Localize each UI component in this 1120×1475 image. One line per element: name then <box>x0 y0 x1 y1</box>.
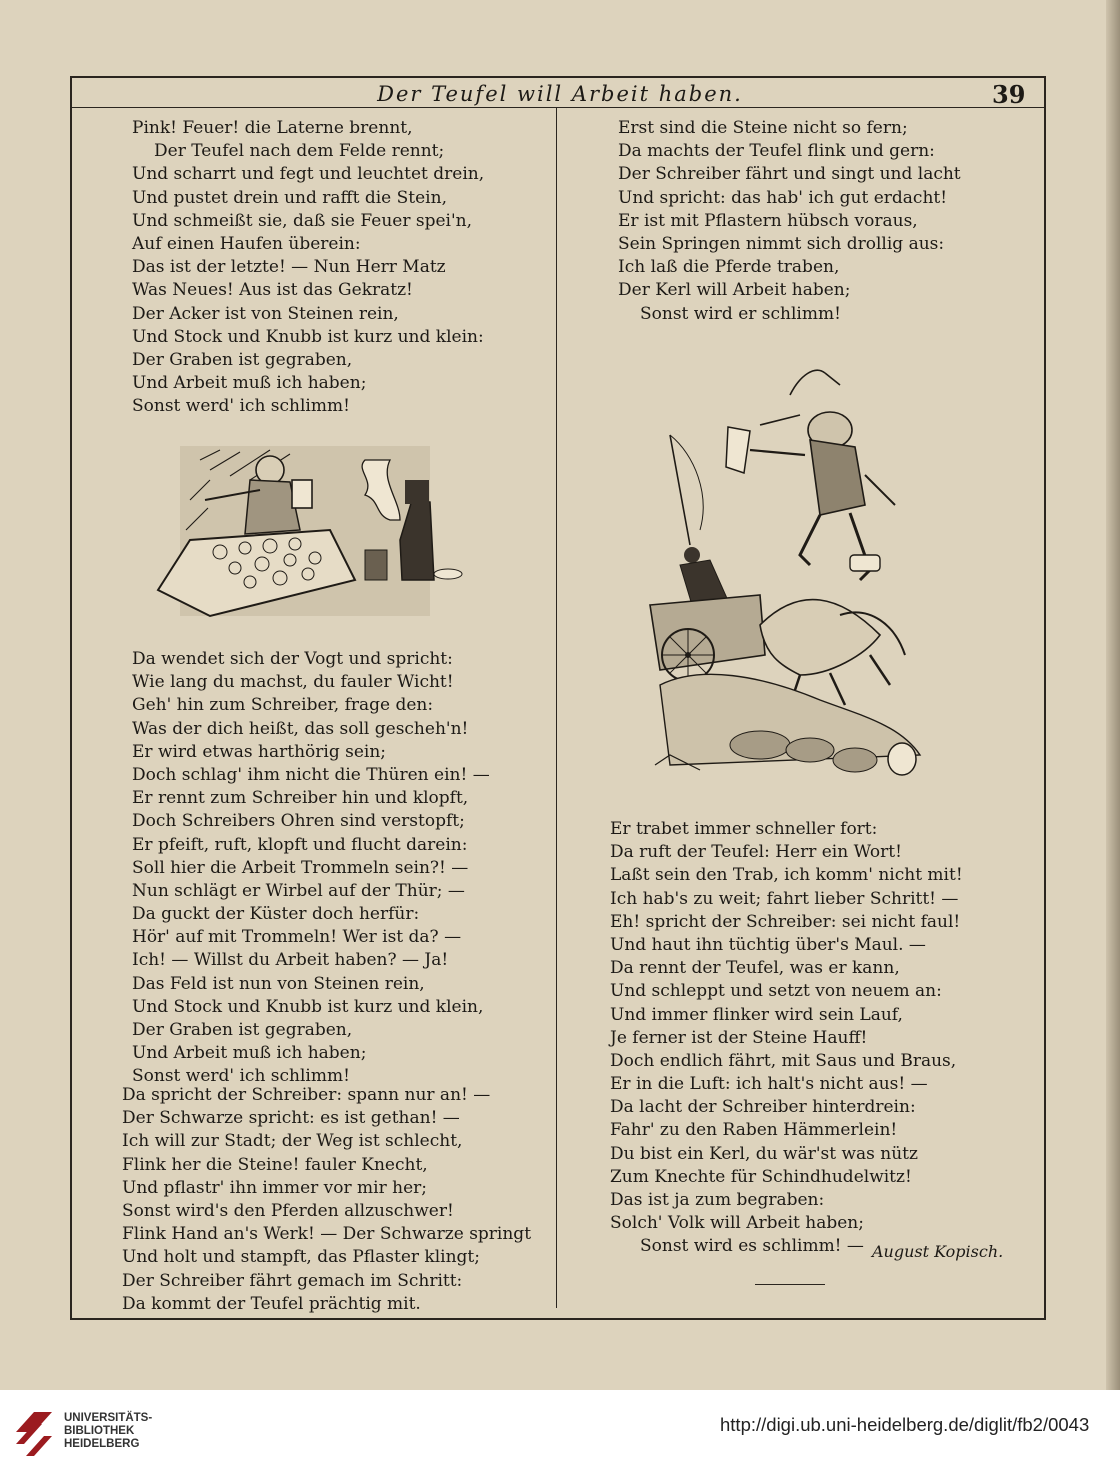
verse-line: Sonst werd' ich schlimm! <box>132 396 350 417</box>
left-stanza-1 <box>132 117 484 418</box>
verse-line: Da wendet sich der Vogt und spricht: <box>132 649 453 669</box>
verse-line: Und scharrt und fegt und leuchtet drein, <box>132 164 485 185</box>
verse-line: Der Graben ist gegraben, <box>132 349 353 370</box>
verse-line: Und pustet drein und rafft die Stein, <box>132 187 447 208</box>
verse-line: Der Schwarze spricht: es ist gethan! — <box>122 1108 460 1129</box>
verse-line: Ich laß die Pferde traben, <box>618 257 840 278</box>
verse-line: Fahr' zu den Raben Hämmerlein! <box>610 1120 898 1141</box>
verse-line: Auf einen Haufen überein: <box>132 233 361 254</box>
verse-line: Ich hab's zu weit; fahrt lieber Schritt! — <box>610 888 959 909</box>
verse-line: Er ist mit Pflastern hübsch voraus, <box>618 210 918 231</box>
column-divider <box>556 108 557 1308</box>
verse-line: Und holt und stampft, das Pflaster klingt; <box>122 1247 480 1268</box>
source-url-link[interactable]: http://digi.ub.uni-heidelberg.de/diglit/fb2/0043 <box>720 1414 1090 1435</box>
verse-line: Da ruft der Teufel: Herr ein Wort! <box>610 842 902 863</box>
verse-line: Flink her die Steine! fauler Knecht, <box>122 1154 428 1175</box>
left-stanza-2 <box>132 648 490 1089</box>
running-head: Der Teufel will Arbeit haben. <box>377 82 743 106</box>
logo-line: UNIVERSITÄTS- <box>64 1412 153 1424</box>
logo-line: BIBLIOTHEK <box>64 1425 135 1437</box>
verse-line: Und spricht: das hab' ich gut erdacht! <box>618 187 948 208</box>
verse-line: Und Stock und Knubb ist kurz und klein, <box>132 996 484 1017</box>
verse-line: Er wird etwas harthörig sein; <box>132 741 387 762</box>
verse-line: Doch schlag' ihm nicht die Thüren ein! — <box>132 764 490 785</box>
verse-line: Das ist der letzte! — Nun Herr Matz <box>132 257 446 278</box>
verse-line: Laßt sein den Trab, ich komm' nicht mit! <box>610 865 963 886</box>
left-stanza-3 <box>122 1084 531 1316</box>
verse-line: Er trabet immer schneller fort: <box>610 819 878 839</box>
verse-line: Sein Springen nimmt sich drollig aus: <box>618 233 945 254</box>
library-logo-text[interactable] <box>64 1412 152 1451</box>
verse-line: Pink! Feuer! die Laterne brennt, <box>132 118 413 138</box>
verse-line: Sonst wird's den Pferden allzuschwer! <box>122 1200 454 1221</box>
verse-line: Sonst wird er schlimm! <box>640 303 841 324</box>
verse-line: Da spricht der Schreiber: spann nur an! — <box>122 1085 491 1105</box>
verse-line: Soll hier die Arbeit Trommeln sein?! — <box>132 857 469 878</box>
header-rule <box>70 107 1044 108</box>
verse-line: Erst sind die Steine nicht so fern; <box>618 118 908 138</box>
verse-line: Er rennt zum Schreiber hin und klopft, <box>132 788 469 809</box>
verse-line: Und pflastr' ihn immer vor mir her; <box>122 1177 428 1198</box>
bed-lantern-illustration <box>150 440 468 622</box>
verse-line: Der Schreiber fährt gemach im Schritt: <box>122 1270 463 1291</box>
verse-line: Geh' hin zum Schreiber, frage den: <box>132 695 434 716</box>
verse-line: Und Stock und Knubb ist kurz und klein: <box>132 326 484 347</box>
verse-line: Eh! spricht der Schreiber: sei nicht faul! <box>610 911 961 932</box>
verse-line: Solch' Volk will Arbeit haben; <box>610 1213 864 1234</box>
verse-line: Und haut ihn tüchtig über's Maul. — <box>610 934 926 955</box>
end-rule <box>755 1284 825 1285</box>
author-signature: August Kopisch. <box>872 1242 1004 1261</box>
logo-line: HEIDELBERG <box>64 1438 140 1450</box>
verse-line: Hör' auf mit Trommeln! Wer ist da? — <box>132 927 462 948</box>
verse-line: Nun schlägt er Wirbel auf der Thür; — <box>132 880 465 901</box>
verse-line: Er pfeift, ruft, klopft und flucht darein: <box>132 834 468 855</box>
verse-line: Das ist ja zum begraben: <box>610 1190 825 1210</box>
page-number: 39 <box>992 80 1026 109</box>
verse-line: Was der dich heißt, das soll gescheh'n! <box>132 718 469 739</box>
verse-line: Der Schreiber fährt und singt und lacht <box>618 164 961 185</box>
verse-line: Der Graben ist gegraben, <box>132 1020 353 1040</box>
verse-line: Und Arbeit muß ich haben; <box>132 373 367 394</box>
devil-carriage-illustration <box>640 355 940 785</box>
verse-line: Je ferner ist der Steine Hauff! <box>610 1027 868 1048</box>
right-stanza-2 <box>610 818 963 1259</box>
verse-line: Flink Hand an's Werk! — Der Schwarze springt <box>122 1224 532 1245</box>
verse-line: Da machts der Teufel flink und gern: <box>618 141 935 162</box>
footer-bar <box>0 1390 1120 1475</box>
verse-line: Der Kerl will Arbeit haben; <box>618 280 851 301</box>
verse-line: Doch endlich fährt, mit Saus und Braus, <box>610 1050 957 1071</box>
verse-line: Du bist ein Kerl, du wär'st was nütz <box>610 1143 918 1164</box>
verse-line: Zum Knechte für Schindhudelwitz! <box>610 1166 912 1187</box>
verse-line: Da kommt der Teufel prächtig mit. <box>122 1293 421 1314</box>
verse-line: Und immer flinker wird sein Lauf, <box>610 1004 903 1025</box>
verse-line: Der Acker ist von Steinen rein, <box>132 303 399 324</box>
verse-line: Das Feld ist nun von Steinen rein, <box>132 973 425 994</box>
verse-line: Und schleppt und setzt von neuem an: <box>610 981 942 1002</box>
verse-line: Doch Schreibers Ohren sind verstopft; <box>132 811 465 832</box>
verse-line: Wie lang du machst, du fauler Wicht! <box>132 672 454 693</box>
right-stanza-1 <box>618 117 961 326</box>
verse-line: Sonst wird es schlimm! — <box>640 1236 864 1257</box>
verse-line: Sonst werd' ich schlimm! <box>132 1066 350 1087</box>
verse-line: Und schmeißt sie, daß sie Feuer spei'n, <box>132 210 472 231</box>
page-edge <box>1106 0 1120 1390</box>
verse-line: Ich! — Willst du Arbeit haben? — Ja! <box>132 950 449 971</box>
verse-line: Der Teufel nach dem Felde rennt; <box>154 141 445 162</box>
verse-line: Ich will zur Stadt; der Weg ist schlecht, <box>122 1131 463 1152</box>
verse-line: Und Arbeit muß ich haben; <box>132 1043 367 1064</box>
verse-line: Was Neues! Aus ist das Gekratz! <box>132 280 413 301</box>
library-logo-icon[interactable] <box>12 1404 56 1460</box>
verse-line: Da guckt der Küster doch herfür: <box>132 904 420 925</box>
verse-line: Da rennt der Teufel, was er kann, <box>610 958 900 979</box>
verse-line: Er in die Luft: ich halt's nicht aus! — <box>610 1074 928 1095</box>
verse-line: Da lacht der Schreiber hinterdrein: <box>610 1097 916 1118</box>
